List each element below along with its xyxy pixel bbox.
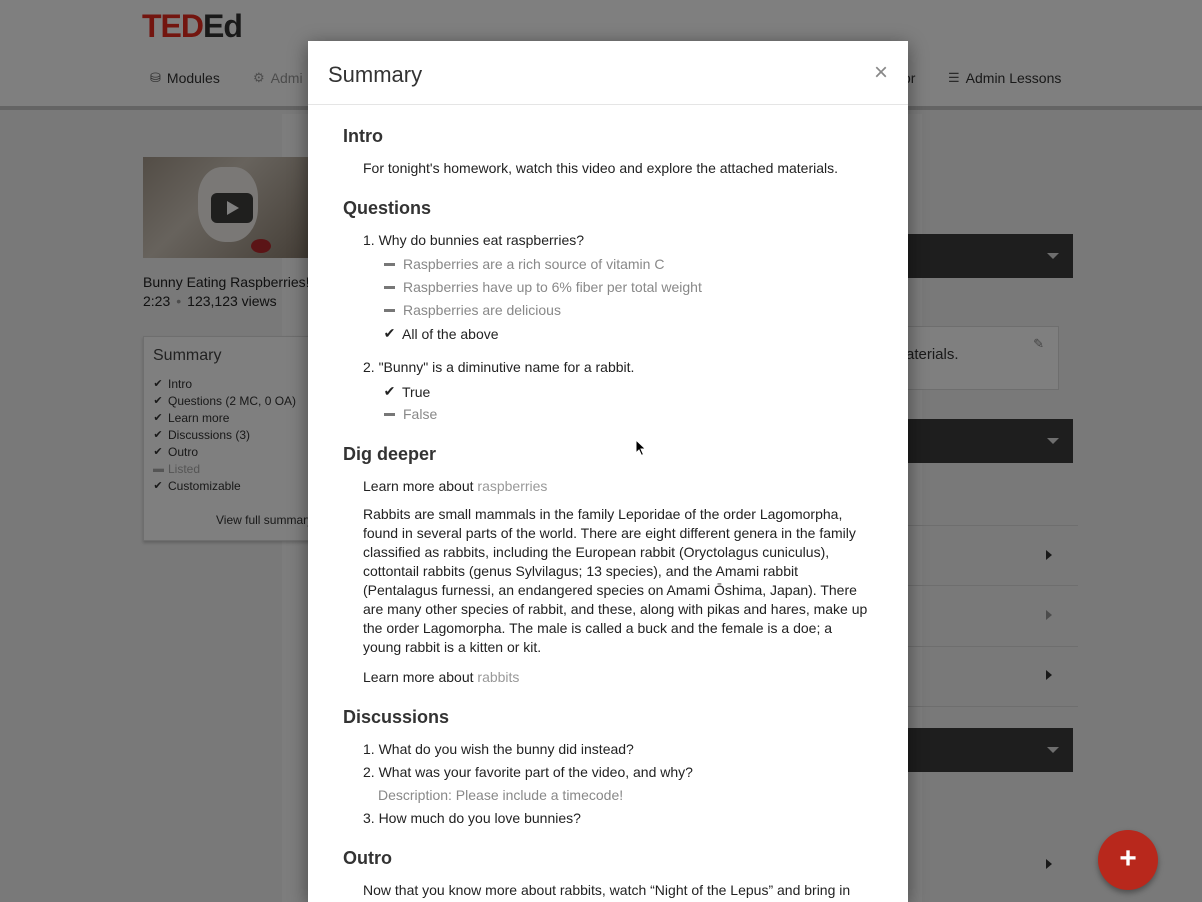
modal-title: Summary xyxy=(328,62,423,87)
answer-option xyxy=(383,279,702,295)
check-icon: ✔ xyxy=(383,325,396,341)
answer-option xyxy=(383,256,664,272)
learn-more-prefix: Learn more about xyxy=(363,669,478,685)
answer-text: True xyxy=(402,383,431,400)
outro-text: Now that you know more about rabbits, watch “Night of the Lepus” and bring in xyxy=(363,882,851,898)
answer-text: All of the above xyxy=(402,325,499,342)
answer-option xyxy=(383,406,437,422)
dash-icon xyxy=(384,286,395,289)
question-text: 1. Why do bunnies eat raspberries? xyxy=(363,232,585,248)
discussion-item: 1. What do you wish the bunny did instead? xyxy=(363,741,634,757)
questions-heading: Questions xyxy=(343,198,432,218)
question-text: 2. "Bunny" is a diminutive name for a rabbit. xyxy=(363,359,635,375)
summary-modal xyxy=(308,41,908,902)
dash-icon xyxy=(384,263,395,266)
answer-option-correct xyxy=(383,383,430,400)
mouse-cursor-icon xyxy=(635,439,647,457)
answer-text: Raspberries are delicious xyxy=(403,302,561,318)
discussion-item: 2. What was your favorite part of the video, and why? xyxy=(363,764,693,780)
learn-more-line xyxy=(363,478,547,494)
rabbit-description: Rabbits are small mammals in the family Leporidae of the order Lagomorpha, found in several parts of the world. There are eight different genera in the family classified as rabbits, including the European rabbit (Oryctolagus cuniculus), cottontail rabbits (genus Sylvilagus; 13 species), and the Amami rabbit (Pentalagus furnessi, an endangered species on Amami Ōshima, Japan). There are many other species of rabbit, and these, along with pikas and hares, make up the order Lagomorpha. The male is called a buck and the female is a doe; a young rabbit is a kitten or kit. xyxy=(363,506,868,655)
modal-header xyxy=(308,41,908,105)
dig-deeper-heading: Dig deeper xyxy=(343,444,437,464)
intro-heading: Intro xyxy=(343,126,383,146)
learn-more-line xyxy=(363,669,519,685)
answer-text: Raspberries are a rich source of vitamin C xyxy=(403,256,665,272)
rabbits-link[interactable]: rabbits xyxy=(477,669,520,685)
answer-text: Raspberries have up to 6% fiber per total weight xyxy=(403,279,702,295)
discussions-heading: Discussions xyxy=(343,707,450,727)
dash-icon xyxy=(384,309,395,312)
raspberries-link[interactable]: raspberries xyxy=(477,478,548,494)
add-fab-button[interactable]: + xyxy=(1098,830,1158,890)
answer-option-correct xyxy=(383,325,499,342)
close-icon[interactable]: × xyxy=(873,59,888,86)
answer-option xyxy=(383,302,561,318)
discussion-description: Description: Please include a timecode! xyxy=(378,787,624,803)
outro-heading: Outro xyxy=(343,848,392,868)
learn-more-prefix: Learn more about xyxy=(363,478,478,494)
discussion-item: 3. How much do you love bunnies? xyxy=(363,810,581,826)
dash-icon xyxy=(384,413,395,416)
check-icon: ✔ xyxy=(383,383,396,399)
answer-text: False xyxy=(403,406,438,422)
intro-text: For tonight's homework, watch this video and explore the attached materials. xyxy=(363,160,839,176)
